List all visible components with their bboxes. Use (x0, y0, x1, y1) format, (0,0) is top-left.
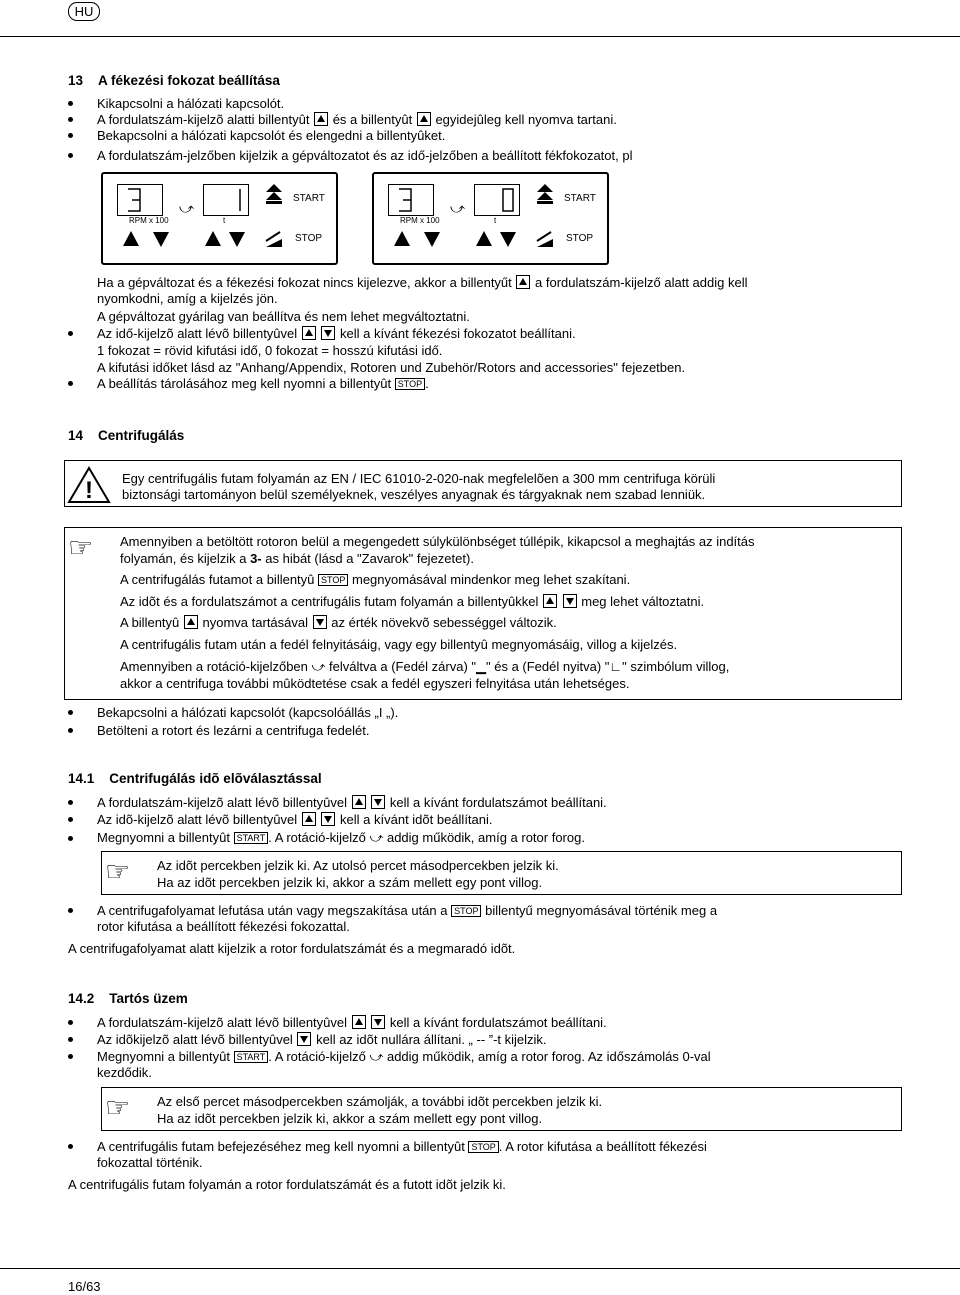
stop-key: STOP (468, 1141, 498, 1153)
bullet (68, 728, 73, 733)
bullet (68, 710, 73, 715)
arrow-up-key-icon (302, 812, 316, 826)
s13-step-3: Bekapcsolni a hálózati kapcsolót és elengedni a billentyûket. (97, 128, 446, 143)
arrow-down-key-icon (371, 1015, 385, 1029)
svg-text:!: ! (85, 477, 93, 504)
double-arrow-key-icon (536, 183, 554, 208)
pointing-hand-icon: ☞ (68, 532, 94, 563)
start-key-label: START (564, 193, 596, 204)
rpm-label: RPM x 100 (400, 216, 440, 225)
time-display (474, 184, 520, 216)
time-up-key-icon (476, 231, 492, 246)
stop-key: STOP (451, 905, 481, 917)
note-line-8: akkor a centrifuga további mûködtetése csak a fedél egyszeri felnyitása után lehetséges. (120, 676, 630, 691)
time-down-key-icon (500, 232, 516, 247)
arrow-up-key-icon (184, 615, 198, 629)
page-number: 16/63 (68, 1279, 101, 1294)
section-title: Tartós üzem (109, 991, 188, 1006)
s13-para-2: A gépváltozat gyárilag van beállítva és nem lehet megváltoztatni. (97, 309, 470, 324)
pointing-hand-icon: ☞ (105, 856, 131, 887)
s142-step-3: Megnyomni a billentyût START . A rotáció-kijelző ⤻ addig működik, amíg a rotor forog. Az időszámolás 0-val (97, 1049, 711, 1064)
arrow-down-key-icon (371, 795, 385, 809)
rotation-icon: ⤻ (450, 200, 465, 216)
s13-para-1: Ha a gépváltozat és a fékezési fokozat nincs kijelezve, akkor a billentyűt a fordulatszám-kijelző alatt addig kell (97, 275, 748, 290)
section-13-heading (68, 73, 280, 89)
lid-key-icon (264, 229, 284, 252)
arrow-down-key-icon (321, 326, 335, 340)
s13-step-1: Kikapcsolni a hálózati kapcsolót. (97, 96, 285, 111)
arrow-down-key-icon (321, 812, 335, 826)
s141-para-1: A centrifugafolyamat alatt kijelzik a rotor fordulatszámát és a megmaradó idõt. (68, 941, 516, 956)
note-line-5: A billentyû nyomva tartásával az érték növekvõ sebességgel változik. (120, 615, 557, 630)
rpm-display (117, 184, 163, 216)
arrow-up-key-icon (543, 594, 557, 608)
note-line-1: Amennyiben a betöltött rotoron belül a megengedett súlykülönbséget túllépik, kikapcsol a meghajtás az indítás (120, 534, 755, 549)
control-panel-example-1 (101, 172, 338, 265)
time-down-key-icon (229, 232, 245, 247)
s14-step-1: Bekapcsolni a hálózati kapcsolót (kapcsolóállás „I „). (97, 705, 399, 720)
s142-step-2: Az idõkijelzõ alatt lévõ billentyûvel kell az idõt nullára állítani. „ -- ”-t kijelzik. (97, 1032, 547, 1047)
s141-step-4b: rotor kifutása a beállított fékezési fokozattal. (97, 919, 350, 934)
bullet (68, 836, 73, 841)
bullet (68, 1144, 73, 1149)
bullet (68, 117, 73, 122)
s13-step-5: Az idő-kijelzõ alatt lévõ billentyûvel kell a kívánt fékezési fokozatot beállítani. (97, 326, 576, 341)
s141-step-3: Megnyomni a billentyût START . A rotáció-kijelző ⤻ addig működik, amíg a rotor forog. (97, 830, 585, 845)
stop-key-label: STOP (295, 233, 323, 244)
section-number: 13 (68, 73, 84, 88)
note-line-2: folyamán, és kijelzik a 3- as hibát (lásd a "Zavarok" fejezetet). (120, 551, 474, 566)
arrow-down-key-icon (297, 1032, 311, 1046)
arrow-up-key-icon (352, 1015, 366, 1029)
section-14-1-heading (68, 771, 322, 787)
lid-open-icon: ∟ (609, 659, 623, 674)
rotation-icon: ⤻ (369, 830, 384, 845)
start-key-label: START (293, 193, 325, 204)
rotation-icon: ⤻ (369, 1049, 384, 1064)
arrow-down-key-icon (563, 594, 577, 608)
bullet (68, 908, 73, 913)
language-badge: HU (68, 2, 100, 21)
footer-divider (0, 1268, 960, 1269)
s142-step-1: A fordulatszám-kijelzõ alatt lévõ billentyûvel kell a kívánt fordulatszámot beállítani. (97, 1015, 607, 1030)
stop-key: STOP (318, 574, 348, 586)
s142-para-1: A centrifugális futam folyamán a rotor fordulatszámát és a futott idõt jelzik ki. (68, 1177, 506, 1192)
warning-line-2: biztonsági tartományon belül személyeknek, veszélyes anyagnak és tárgyaknak nem szabad lenniük. (122, 487, 706, 502)
bullet (68, 133, 73, 138)
bullet (68, 1037, 73, 1042)
bullet (68, 101, 73, 106)
bullet (68, 817, 73, 822)
s13-para-1b: nyomkodni, amíg a kijelzés jön. (97, 291, 278, 306)
rpm-down-key-icon (424, 232, 440, 247)
arrow-up-key-icon (352, 795, 366, 809)
section-number: 14.1 (68, 771, 95, 786)
arrow-up-key-icon (314, 112, 328, 126)
rotation-icon: ⤻ (311, 659, 326, 674)
note-line-2: Ha az idõt percekben jelzik ki, akkor a szám mellett egy pont villog. (157, 875, 543, 890)
time-label: t (223, 216, 226, 225)
arrow-down-key-icon (313, 615, 327, 629)
note-line-3: A centrifugálás futamot a billentyû STOP megnyomásával mindenkor meg lehet szakítani. (120, 572, 631, 587)
lid-closed-icon: ▁ (476, 659, 486, 674)
pointing-hand-icon: ☞ (105, 1092, 131, 1123)
note-line-2: Ha az idõt percekben jelzik ki, akkor a szám mellett egy pont villog. (157, 1111, 543, 1126)
rotation-icon: ⤻ (179, 200, 194, 216)
note-line-1: Az első percet másodpercekben számolják, a további idõt percekben jelzik ki. (157, 1094, 603, 1109)
header-divider (0, 36, 960, 37)
warning-icon (67, 466, 111, 507)
s13-step-4: A fordulatszám-jelzőben kijelzik a gépváltozatot és az idő-jelzőben a beállított fékfokozatot, pl (97, 148, 633, 163)
note-box (64, 527, 902, 700)
note-line-6: A centrifugális futam után a fedél felnyitásáig, vagy egy billentyû megnyomásáig, villog a kijelzés. (120, 637, 678, 652)
note-box (101, 1087, 902, 1131)
start-key: START (234, 832, 269, 844)
time-up-key-icon (205, 231, 221, 246)
s141-step-4: A centrifugafolyamat lefutása után vagy megszakítása után a STOP billentyű megnyomásával történik meg a (97, 903, 718, 918)
note-line-1: Az idõt percekben jelzik ki. Az utolsó percet másodpercekben jelzik ki. (157, 858, 559, 873)
section-title: Centrifugálás idõ elõválasztással (109, 771, 322, 786)
double-arrow-key-icon (417, 112, 431, 126)
s141-step-1: A fordulatszám-kijelzõ alatt lévõ billentyûvel kell a kívánt fordulatszámot beállítani. (97, 795, 607, 810)
section-number: 14.2 (68, 991, 95, 1006)
s13-step-2: A fordulatszám-kijelzõ alatti billentyût és a billentyût egyidejûleg kell nyomva tartani. (97, 112, 617, 127)
warning-line-1: Egy centrifugális futam folyamán az EN / IEC 61010-2-020-nak megfelelõen a 300 mm centrifuga körüli (122, 471, 716, 486)
bullet (68, 1020, 73, 1025)
s142-step-4b: fokozattal történik. (97, 1155, 203, 1170)
rpm-down-key-icon (153, 232, 169, 247)
rpm-label: RPM x 100 (129, 216, 169, 225)
time-label: t (494, 216, 497, 225)
bullet (68, 381, 73, 386)
start-key: START (234, 1051, 269, 1063)
arrow-up-key-icon (302, 326, 316, 340)
section-14-2-heading (68, 991, 188, 1007)
warning-box (64, 460, 902, 507)
note-box (101, 851, 902, 895)
section-title: A fékezési fokozat beállítása (98, 73, 280, 88)
stop-key: STOP (395, 378, 425, 390)
time-display (203, 184, 249, 216)
s13-step-6: A beállítás tárolásához meg kell nyomni a billentyût STOP . (97, 376, 429, 391)
section-title: Centrifugálás (98, 428, 185, 443)
s142-step-4: A centrifugális futam befejezéséhez meg kell nyomni a billentyût STOP . A rotor kifutása a beállított fékezési (97, 1139, 707, 1154)
rpm-up-key-icon (394, 231, 410, 246)
rpm-display (388, 184, 434, 216)
note-line-7: Amennyiben a rotáció-kijelzőben ⤻ felváltva a (Fedél zárva) "▁" és a (Fedél nyitva) "∟" szimbólum villog, (120, 659, 730, 674)
control-panel-example-2 (372, 172, 609, 265)
s142-step-3b: kezdődik. (97, 1065, 152, 1080)
s13-para-3: 1 fokozat = rövid kifutási idő, 0 fokozat = hosszú kifutási idő. (97, 343, 443, 358)
section-14-heading (68, 428, 184, 444)
note-line-4: Az idõt és a fordulatszámot a centrifugális futam folyamán a billentyûkkel meg lehet változtatni. (120, 594, 705, 609)
s141-step-2: Az idõ-kijelzõ alatt lévõ billentyûvel kell a kívánt idõt beállítani. (97, 812, 493, 827)
bullet (68, 1054, 73, 1059)
rpm-up-key-icon (123, 231, 139, 246)
bullet (68, 153, 73, 158)
double-arrow-key-icon (265, 183, 283, 208)
s13-para-4: A kifutási időket lásd az "Anhang/Appendix, Rotoren und Zubehör/Rotors and accessories" fejezetben. (97, 360, 686, 375)
arrow-up-key-icon (516, 275, 530, 289)
s14-step-2: Betölteni a rotort és lezárni a centrifuga fedelét. (97, 723, 370, 738)
section-number: 14 (68, 428, 84, 443)
bullet (68, 331, 73, 336)
stop-key-label: STOP (566, 233, 594, 244)
bullet (68, 800, 73, 805)
lid-key-icon (535, 229, 555, 252)
